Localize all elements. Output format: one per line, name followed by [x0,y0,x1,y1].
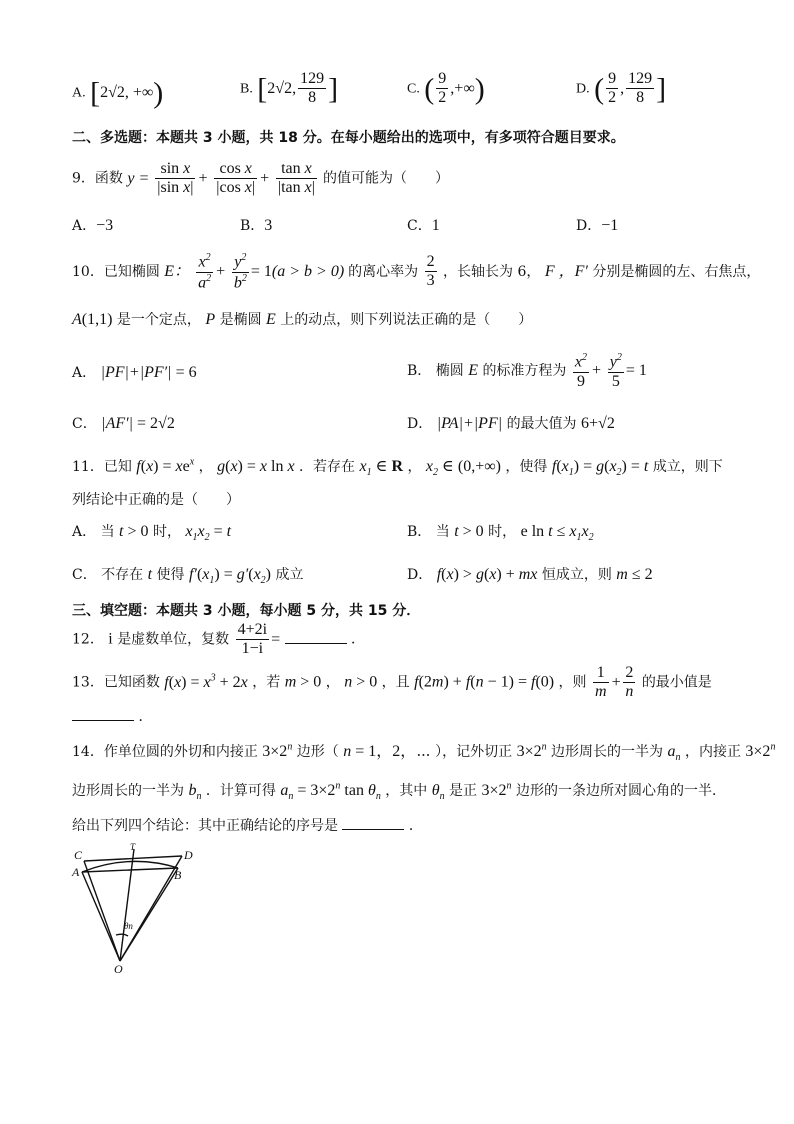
q13-expr: $\frac{1}{m}$ + $\frac{2}{n}$ [595,664,634,701]
label-t: T [130,843,136,852]
q14-theta: $\theta_n$ [431,782,445,803]
q12-i: i [108,630,113,648]
q11-line1 [72,456,723,478]
q14-bn: $b_n$ [188,782,202,803]
q10-b-math: $\frac{x^2}{9}$ + $\frac{y^2}{5}$ = 1 [574,352,647,390]
option-label: B． [407,524,432,540]
q13-line2 [72,706,152,726]
q9-option-c [407,215,440,235]
q14-n-range: n = 1，2，⋯ [343,743,431,760]
line-bo [120,868,178,961]
q14-line3-end: ． [408,818,423,834]
q11-sep1: ， [198,459,213,475]
line-ao [82,872,120,961]
q10-b-e: E [468,362,478,380]
option-label: A. [72,85,86,101]
option-label: A． [72,365,97,381]
label-o: O [114,962,123,973]
q11-text3: ，使得 [505,459,548,475]
q11-b-math: e $\ln t \le x_1x_2$ [520,523,594,544]
polygon-figure [70,843,205,973]
option-value: 3 [264,217,273,234]
q11-x2: $x_2$ ∈ (0,+∞) [425,458,501,479]
q11-text4: 成立，则下 [652,459,723,475]
line-to [120,849,134,961]
q11-option-b [407,521,594,543]
q14-line2d: 是正 [449,783,478,799]
q9-option-b [240,215,272,235]
option-label: B． [240,218,265,234]
q11-option-a [72,521,231,543]
q10-option-c [72,413,175,433]
q14-an: $a_n$ [667,743,681,764]
option-label: C． [407,218,432,234]
q10-line1 [72,252,760,292]
q14-line3 [72,815,423,835]
q8-b-math: [2√2, $\frac{129}{8}$ ] [257,70,339,107]
q14-answer-blank [342,817,404,830]
q10-eccentricity: $\frac{2}{3}$ [426,253,435,290]
q8-d-math: ( $\frac{9}{2}$ , $\frac{129}{8}$ ] [594,70,667,107]
q11-a-text: 当 [100,524,115,540]
q11-b-text2: 时， [488,524,517,540]
q13-line1 [72,664,712,702]
q11-d-math2: m ≤ 2 [616,566,653,583]
q12-answer-blank [285,631,347,644]
q9-formula: y = $\frac{\text{sin x}}{\text{|sin x|}}$ + $\frac{\text{cos x}}{\text{|cos x|}}$ + $\frac{\text{tan x}}{\text{|tan x|}}$ [127,160,315,197]
q10-d-text: 的最大值为 [506,416,577,432]
q13-text2: ， [325,674,340,691]
q14-line1b: 边形（ [296,744,339,760]
q11-a-cond: t > 0 [119,523,149,540]
q10-d-math2: 6+√2 [581,415,615,432]
q10-line2-end2: 上的动点，则下列说法正确的是（ ） [280,312,533,328]
q14-line1e: ，内接正 [684,744,741,760]
q10-prefix: 10．已知椭圆 [72,263,160,280]
q11-a-text2: 时， [152,524,181,540]
q10-ellipse-eq: E： $\frac{x^2}{a^2}$ + $\frac{y^2}{b^2}$ = 1(a > b > 0) [164,252,349,292]
q13-n: n > 0 [344,673,378,691]
q11-c-text: 不存在 [101,567,144,583]
q8-c-math: ( $\frac{9}{2}$ ,+∞) [424,70,485,107]
q13-prefix: 13．已知函数 [72,674,160,691]
q11-d-text: 恒成立，则 [541,567,612,583]
q12 [72,621,365,659]
q11-option-c [72,564,303,586]
q14-polygon2: $3\times 2^n$ [516,741,547,760]
q11-eq: $f(x_1) = g(x_2) = t$ [551,458,649,479]
line-co [84,861,120,961]
q11-text1: ．若存在 [299,459,356,475]
q13-m: m > 0 [284,673,322,691]
option-label: D. [576,81,590,97]
q11-c-math: $f'(x_1) = g'(x_2)$ [188,566,271,587]
q13-text3: ，且 [381,674,410,691]
q10-point-p: P [205,311,216,328]
option-label: A． [72,218,97,234]
q11-c-text3: 成立 [275,567,304,583]
q14-line2b: ．计算可得 [205,783,276,799]
figure-lines [82,849,182,961]
q12-suffix: ． [351,631,366,648]
q10-line2 [72,309,532,329]
q10-mid1: 的离心率为 [348,263,419,280]
section2-title: 二、多选题：本题共 3 小题，共 18 分。在每小题给出的选项中，有多项符合题目要求。 [72,130,625,146]
q11-d-math1: f(x) > g(x) + mx [436,566,538,583]
q12-formula: $\frac{4+2i}{1-i}$ = [237,621,281,658]
q11-prefix: 11．已知 [72,459,132,475]
q11-c-text2: 使得 [156,567,185,583]
q13-answer-blank [72,708,134,721]
q11-f: $f(x) = xe^x$ [136,456,195,475]
q14-line1 [72,738,775,763]
q9-prefix: 9．函数 [72,170,123,187]
q11-b-text: 当 [435,524,450,540]
q8-option-c [407,70,485,108]
q8-option-d [576,70,666,108]
chord-ab [82,868,178,872]
angle-arc [116,934,128,936]
q10-line2-end: 是椭圆 [219,312,262,328]
option-label: C. [407,81,420,97]
q11-a-math: $x_1x_2 = t$ [185,523,232,544]
q9-option-d [576,215,618,235]
q14-line1d: 边形周长的一半为 [551,744,664,760]
q13-text1: ，若 [252,674,281,691]
label-a: A [72,865,80,879]
q9-option-a [72,215,113,235]
option-value: 1 [431,217,440,234]
q14-line3-text: 给出下列四个结论：其中正确结论的序号是 [72,818,338,834]
option-value: −3 [96,217,114,234]
q14-formula: $a_n = 3\times 2^n$ $\tan \theta_n$ [280,780,381,803]
q10-b-text2: 的标准方程为 [482,363,567,380]
label-d: D [184,848,193,862]
q10-e: E [266,311,276,328]
q10-point-a: A(1,1) [72,311,113,328]
q11-x1: $x_1$ ∈ R [359,458,403,479]
q10-option-a [72,362,197,382]
q9-stem [72,160,449,198]
q10-b-text: 椭圆 [435,363,464,380]
q11-text2: ， [407,459,422,475]
label-b: B [174,868,182,882]
q10-option-b [407,352,647,391]
q14-line2a: 边形周长的一半为 [72,783,184,799]
option-label: C． [72,567,97,583]
q14-line2e: 边形的一条边所对圆心角的一半． [515,783,726,799]
q8-a-math: [2√2, +∞) [90,76,164,109]
q12-prefix: 12． [72,631,104,648]
q13-f: $f(x) = x^3 + 2x$ [164,672,248,691]
q10-line2-mid: 是一个定点， [116,312,201,328]
q14-polygon4: $3\times 2^n$ [481,780,512,799]
q13-text5: 的最小值是 [641,674,712,691]
q14-polygon1: $3\times 2^n$ [262,741,293,760]
option-label: A． [72,524,97,540]
q14-line1a: 14．作单位圆的外切和内接正 [72,744,258,760]
q14-line2c: ，其中 [385,783,428,799]
q14-line2 [72,780,726,802]
q11-g: g(x) = x ln x [217,458,295,475]
q10-mid2: ，长轴长为 6， [443,263,541,280]
q11-line2: 列结论中正确的是（ ） [72,492,240,508]
option-label: B． [407,363,432,380]
label-theta: θn [124,921,133,931]
q10-a-math: |PF|+|PF′| = 6 [100,364,197,381]
q10-option-d [407,413,615,433]
q10-d-math1: |PA|+|PF| [436,415,503,432]
q14-polygon3: $3\times 2^n$ [745,741,776,760]
q13-text4: ，则 [558,674,587,691]
q13-eq: f(2m) + f(n − 1) = f(0) [414,673,555,691]
q14-line1c: ），记外切正 [435,744,513,760]
q12-text: 是虚数单位，复数 [117,631,230,648]
q8-option-b [240,70,338,108]
q13-end: ． [138,709,153,725]
q11-b-cond: t > 0 [454,523,484,540]
option-label: D． [576,218,602,234]
q10-foci: F ，F′ [544,262,588,280]
option-label: D． [407,567,433,583]
label-c: C [74,848,83,862]
section3-title: 三、填空题：本题共 3 小题，每小题 5 分，共 15 分． [72,603,421,619]
option-value: −1 [601,217,619,234]
q10-c-math: |AF′| = 2√2 [101,415,175,432]
q9-suffix: 的值可能为（ ） [322,170,449,187]
q11-option-d [407,564,653,584]
q10-mid3: 分别是椭圆的左、右焦点， [592,263,761,280]
option-label: C． [72,416,97,432]
option-label: D． [407,416,433,432]
option-label: B. [240,81,253,97]
q8-option-a [72,76,163,110]
q11-c-t: t [147,566,153,583]
